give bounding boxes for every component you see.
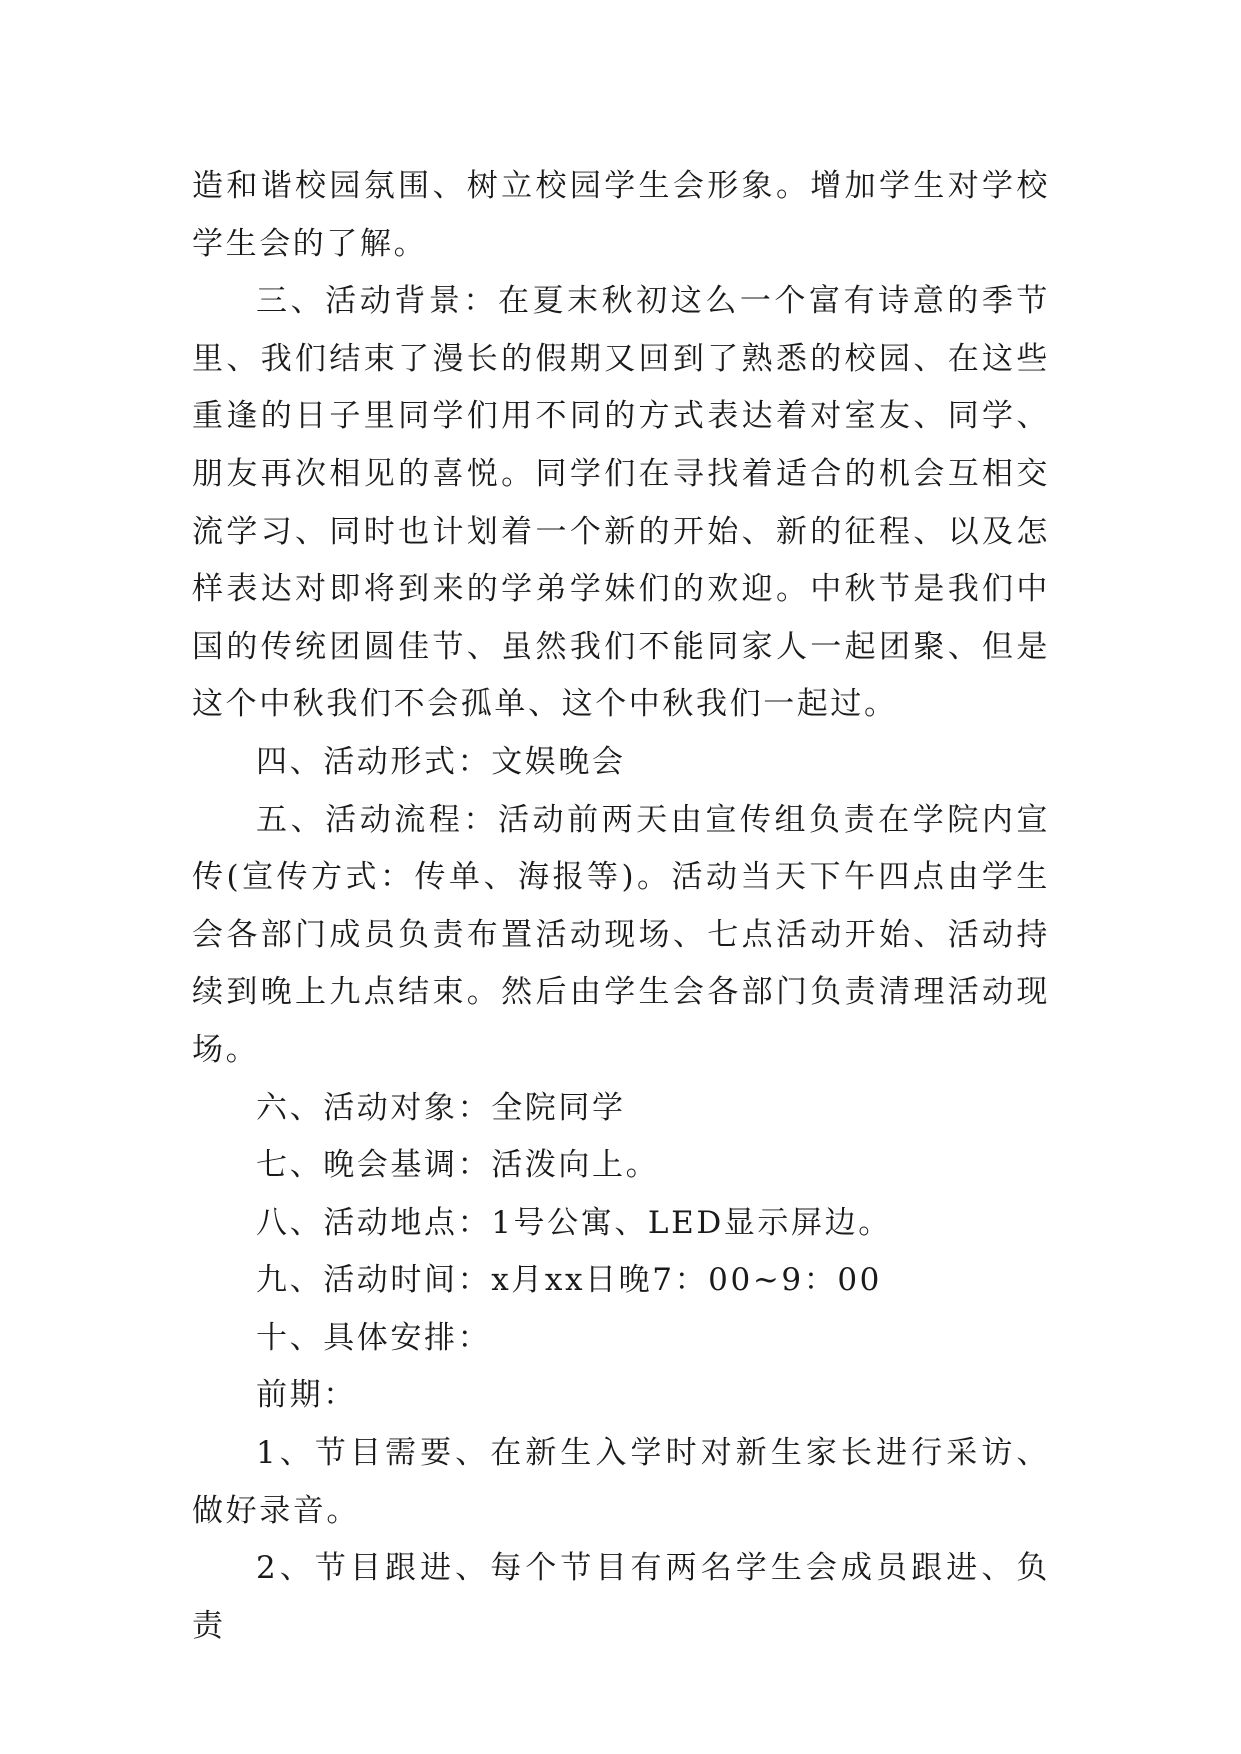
paragraph-activity-time: 九、活动时间：x月xx日晚7：00~9：00 bbox=[256, 1262, 882, 1299]
paragraph-party-tone: 七、晚会基调：活泼向上。 bbox=[256, 1147, 660, 1184]
paragraph-activity-target: 六、活动对象：全院同学 bbox=[256, 1089, 626, 1126]
paragraph-activity-process: 五、活动流程：活动前两天由宣传组负责在学院内宣传(宣传方式：传单、海报等)。活动当天下午四点由学生会各部门成员负责布置活动现场、七点活动开始、活动持续到晚上九点结束。然后由学生会各部门负责清理活动现场。 bbox=[192, 801, 1050, 1068]
paragraph-intro-continued: 造和谐校园氛围、树立校园学生会形象。增加学生对学校学生会的了解。 bbox=[192, 168, 1050, 262]
paragraph-item-2: 2、节目跟进、每个节目有两名学生会成员跟进、负责 bbox=[192, 1550, 1050, 1644]
document-body bbox=[192, 158, 1050, 1655]
paragraph-activity-background: 三、活动背景：在夏末秋初这么一个富有诗意的季节里、我们结束了漫长的假期又回到了熟悉的校园、在这些重逢的日子里同学们用不同的方式表达着对室友、同学、朋友再次相见的喜悦。同学们在寻找着适合的机会互相交流学习、同时也计划着一个新的开始、新的征程、以及怎样表达对即将到来的学弟学妹们的欢迎。中秋节是我们中国的传统团圆佳节、虽然我们不能同家人一起团聚、但是这个中秋我们不会孤单、这个中秋我们一起过。 bbox=[192, 283, 1050, 723]
paragraph-activity-form: 四、活动形式：文娱晚会 bbox=[256, 743, 626, 780]
paragraph-specific-arrangement: 十、具体安排： bbox=[256, 1319, 492, 1356]
paragraph-activity-location: 八、活动地点：1号公寓、LED显示屏边。 bbox=[256, 1204, 892, 1241]
paragraph-preliminary: 前期： bbox=[256, 1377, 357, 1414]
paragraph-item-1: 1、节目需要、在新生入学时对新生家长进行采访、做好录音。 bbox=[192, 1435, 1050, 1529]
